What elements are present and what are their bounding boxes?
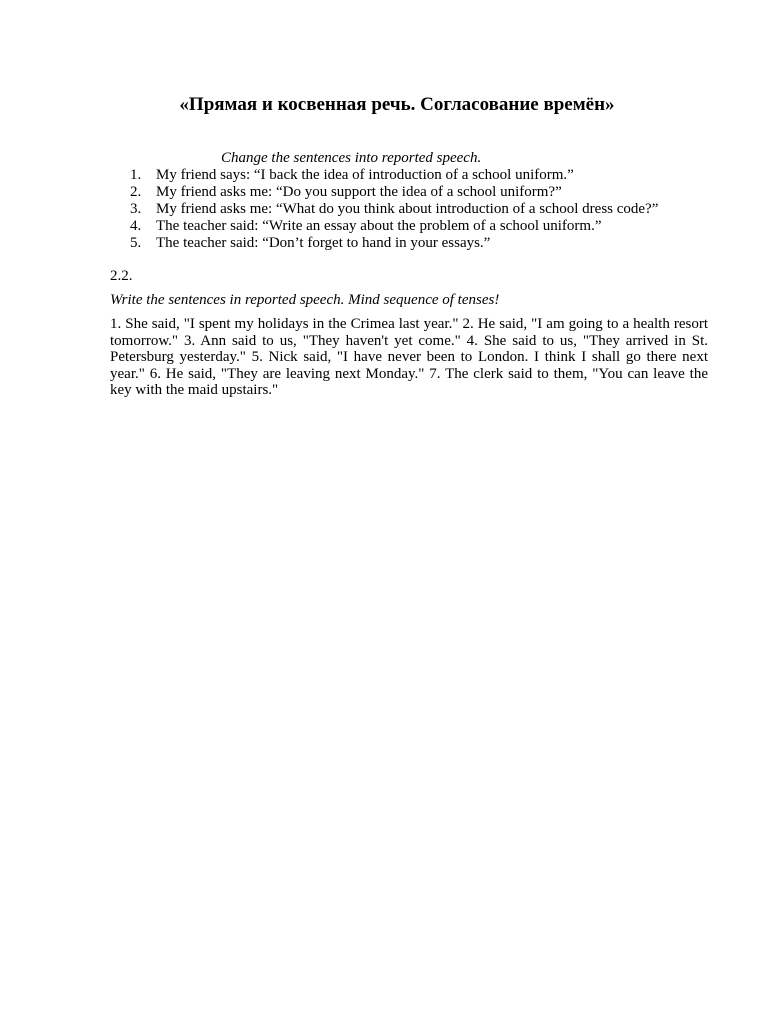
list-item-text: The teacher said: “Write an essay about the problem of a school uniform.”: [156, 218, 602, 234]
list-item-text: My friend asks me: “What do you think about introduction of a school dress code?”: [156, 201, 659, 217]
list-item-number: 3.: [130, 201, 142, 217]
list-item-number: 2.: [130, 184, 142, 200]
exercise1-list: [130, 167, 658, 252]
exercise2-instruction: Write the sentences in reported speech. Mind sequence of tenses!: [110, 292, 500, 308]
list-item-text: My friend says: “I back the idea of introduction of a school uniform.”: [156, 167, 574, 183]
list-item-number: 4.: [130, 218, 142, 234]
list-item: [130, 235, 658, 252]
list-item: [130, 167, 658, 184]
list-item: [130, 218, 658, 235]
list-item-text: The teacher said: “Don’t forget to hand in your essays.”: [156, 235, 491, 251]
exercise1-instruction: Change the sentences into reported speech.: [221, 150, 482, 166]
list-item: [130, 201, 658, 218]
exercise2-number: 2.2.: [110, 268, 133, 284]
list-item-text: My friend asks me: “Do you support the idea of a school uniform?”: [156, 184, 562, 200]
page-title: «Прямая и косвенная речь. Согласование времён»: [179, 94, 615, 115]
list-item: [130, 184, 658, 201]
list-item-number: 5.: [130, 235, 142, 251]
exercise2-text: 1. She said, "I spent my holidays in the Crimea last year." 2. He said, "I am going to a health resort tomorrow." 3. Ann said to us, "They haven't yet come." 4. She said to us, "They arrived in St. Petersburg yesterday." 5. Nick said, "I have never been to London. I think I shall go there next year." 6. He said, "They are leaving next Monday." 7. The clerk said to them, "You can leave the key with the maid upstairs.": [110, 316, 708, 398]
list-item-number: 1.: [130, 167, 142, 183]
